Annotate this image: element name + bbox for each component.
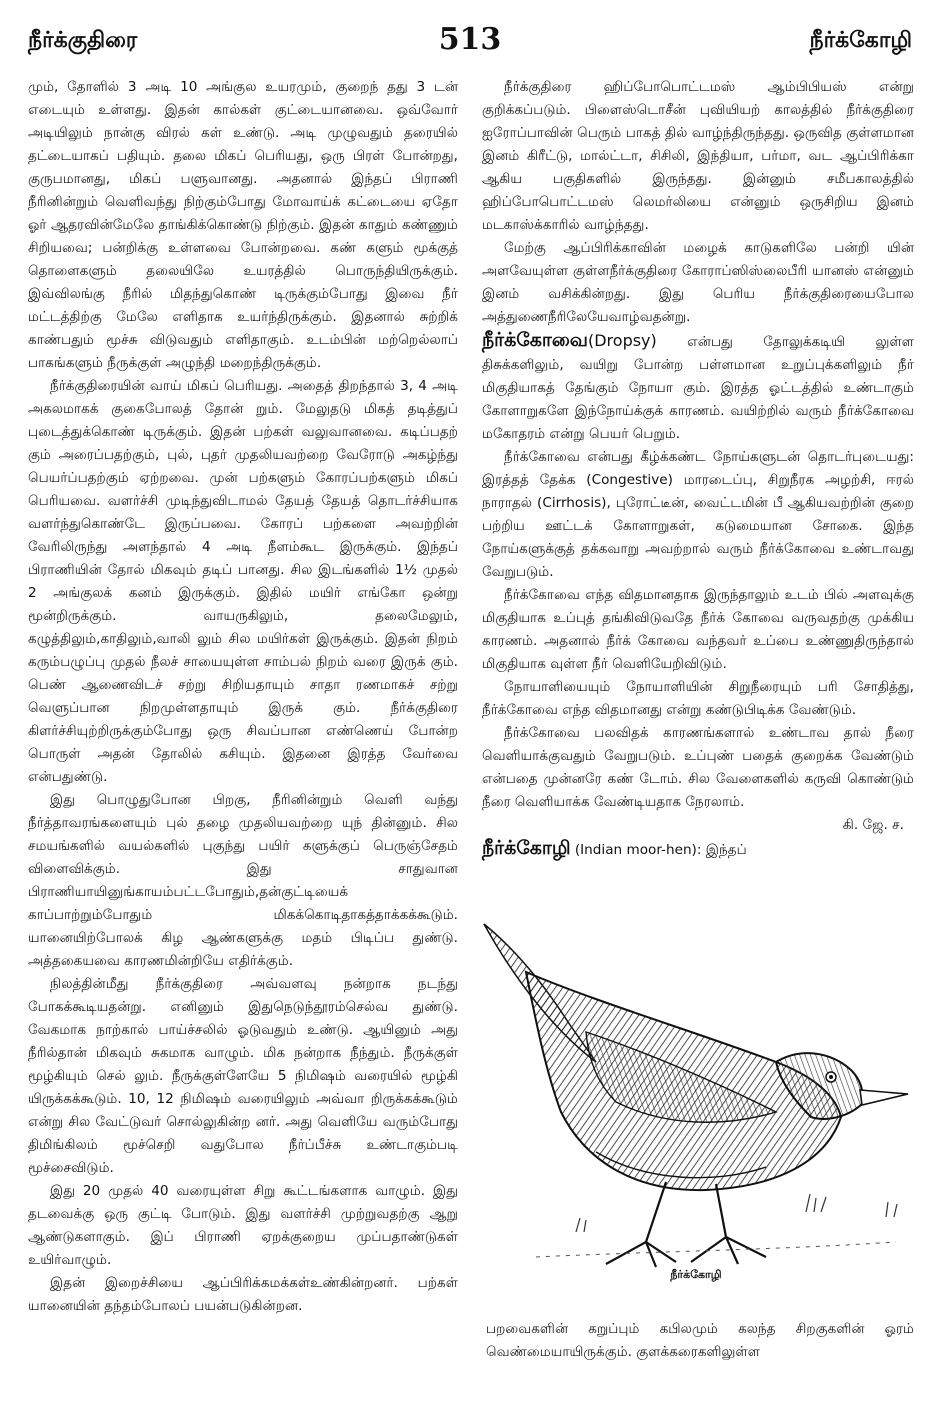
moorhen-entry <box>482 837 914 862</box>
entry-text: இந்தப் <box>705 842 747 858</box>
right-column-bottom <box>486 1318 914 1364</box>
page-number: 513 <box>438 22 502 57</box>
paragraph: நீர்க்குதிரையின் வாய் மிகப் பெரியது. அதைத் திறந்தால் 3, 4 அடி அகலமாகக் குகைபோலத் தோன் றும். மேலுதடு மிகத் தடித்துப் புடைத்துக்கொண் டிருக்கும். இதன் பற்கள் வலுவானவை. கடிப்பதற் கும் அரைப்பதற்கும், புல், புதர் முதலியவற்றை வேரோடு அகழ்ந்து பெயர்ப்பதற்கும் ஏற்றவை. முன் பற்களும் கோரப்பற்களும் மிகப் பெரியவை. வளர்ச்சி முடிந்துவிடாமல் தேயத் தேயத் தொடர்ச்சியாக வளர்ந்துகொண்டே இருப்பவை. கோரப் பற்களை அவற்றின் வேரிலிருந்து அளந்தால் 4 அடி நீளம்கூட இருக்கும். இந்தப் பிராணியின் தோல் மிகவும் தடிப் பானது. சில இடங்களில் 1½ முதல் 2 அங்குலக் கனம் இருக்கும். இதில் மயிர் எங்கோ ஒன்று மூன்றிருக்கும். வாயருகிலும், தலைமேலும், கழுத்திலும்,காதிலும்,வாலி லும் சில மயிர்கள் இருக்கும். இதன் நிறம் கரும்பழுப்பு முதல் நீலச் சாயையுள்ள சாம்பல் நிறம் வரை இருக் கும். பெண் ஆணைவிடச் சற்று சிறியதாயும் சாதா ரணமாகச் சற்று வெளுப்பான நிறமுள்ளதாயும் இருக் கும். நீர்க்குதிரை கிளர்ச்சியுற்றிருக்கும்போது ஒரு சிவப்பான எண்ணெய் போன்ற பொருள் அதன் தோலில் கசியும். இதனை இரத்த வேர்வை என்பதுண்டு. <box>28 378 458 785</box>
figure-caption: நீர்க்கோழி <box>670 1268 722 1281</box>
paragraph: நீர்க்கோவை எந்த விதமானதாக இருந்தாலும் உடம் பில் அளவுக்கு மிகுதியாக உப்புத் தங்கிவிடுவதே நீர்க் கோவை வருவதற்கு முக்கிய காரணம். அதனால் நீர்க் கோவை வந்தவர் உப்பை உண்ணுதிருந்தால் மிகுதியாக வுள்ள நீர் வெளியேறிவிடும். <box>482 587 914 672</box>
moorhen-illustration <box>476 912 916 1298</box>
right-column <box>482 76 914 862</box>
left-column <box>28 76 458 1318</box>
paragraph: இதன் இறைச்சியை ஆப்பிரிக்கமக்கள்உண்கின்றனர். பற்கள் யானையின் தந்தம்போலப் பயன்படுகின்றன. <box>28 1275 458 1314</box>
paragraph: நீர்க்குதிரை ஹிப்போபொட்டமஸ் ஆம்பிபியஸ் என்று குறிக்கப்படும். பிளைஸ்டொசீன் புவியியற் காலத்தில் நீர்க்குதிரை ஐரோப்பாவின் பெரும் பாகத் தில் வாழ்ந்திருந்தது. ஒருவித குள்ளமான இனம் கிரீட்டு, மால்ட்டா, சிசிலி, இந்தியா, பர்மா, வட ஆப்பிரிக்கா ஆகிய பகுதிகளில் இருந்தது. இன்னும் சமீபகாலத்தில் ஹிப்போபொட்டமஸ் லெமர்லியை என்னும் ஒருசிறிய இனம் மடகாஸ்க்காரில் வாழ்ந்தது. <box>482 79 914 233</box>
entry-title-dropsy: நீர்க்கோவை <box>482 329 588 351</box>
entry-title-moorhen: நீர்க்கோழி <box>482 837 571 859</box>
running-head-left: நீர்க்குதிரை <box>28 28 138 53</box>
page-header <box>20 22 920 62</box>
running-head-right: நீர்க்கோழி <box>809 28 912 53</box>
paragraph: நீர்க்கோவை பலவிதக் காரணங்களால் உண்டாவ தால் நீரை வெளியாக்குவதும் வேறுபடும். உப்புண் பதைக் குறைக்க வேண்டும் என்பதை முன்னரே கண் டோம். சில வேளைகளில் கருவி கொண்டும் நீரை வெளியாக்க வேண்டியதாக நேரலாம். <box>482 725 914 810</box>
bird-drawing <box>476 912 916 1272</box>
entry-english-dropsy: (Dropsy) <box>587 331 657 350</box>
entry-text: என்பது தோலுக்கடியி லுள்ள திசுக்களிலும், வயிறு போன்ற பள்ளமான உறுப்புக்களிலும் நீர் மிகுதியாகத் தேங்கும் நோயா கும். இரத்த ஓட்டத்தில் உண்டாகும் கோளாறுகளே இந்நோய்க்குக் காரணம். வயிற்றில் வரும் நீர்க்கோவை மகோதரம் என்று பெயர் பெறும். <box>482 334 914 442</box>
entry-english-moorhen: (Indian moor-hen): <box>574 842 702 858</box>
paragraph: நீர்க்கோவை என்பது கீழ்க்கண்ட நோய்களுடன் தொடர்புடையது: இரத்தத் தேக்க (Congestive) மாரடைப்பு, சிறுநீரக அழற்சி, ஈரல் நாராதல் (Cirrhosis), புரோட்டீன், வைட்டமின் பீ ஆகியவற்றின் குறை பற்றிய ஊட்டக் கோளாறுகள், கடுமையான சோகை. இந்த நோய்களுக்குத் தக்கவாறு அவற்றால் வரும் நீர்க்கோவை உண்டாவது வேறுபடும். <box>482 449 914 580</box>
author-signature: கி. ஜே. ச. <box>842 817 904 833</box>
paragraph: நிலத்தின்மீது நீர்க்குதிரை அவ்வளவு நன்றாக நடந்து போகக்கூடியதன்று. எனினும் இதுநெடுந்தூரம்செல்வ துண்டு. வேகமாக நாற்கால் பாய்ச்சலில் ஓடுவதும் உண்டு. ஆயினும் அது நீரில்தான் மிகவும் சுகமாக வாழும். மிக நன்றாக நீந்தும். நீருக்குள் மூழ்கியும் செல் லும். நீருக்குள்ளேயே 5 நிமிஷம் வரையில் மூழ்கி யிருக்கக்கூடும். 10, 12 நிமிஷம் வரையிலும் அவ்வா றிருக்கக்கூடும் என்று சில வேட்டுவர் சொல்லுகின்ற னர். அது வெளியே வரும்போது திமிங்கிலம் மூச்செறி வதுபோல நீர்ப்பீச்சு உண்டாகும்படி மூச்சைவிடும். <box>28 976 458 1176</box>
paragraph: பறவைகளின் கறுப்பும் கபிலமும் கலந்த சிறகுகளின் ஓரம் வெண்மையாயிருக்கும். குளக்கரைகளிலுள்ள <box>486 1321 914 1360</box>
dropsy-entry <box>482 329 914 446</box>
paragraph: நோயாளியையும் நோயாளியின் சிறுநீரையும் பரி சோதித்து, நீர்க்கோவை எந்த விதமானது என்று கண்டுபிடிக்க வேண்டும். <box>482 679 914 718</box>
paragraph: மேற்கு ஆப்பிரிக்காவின் மழைக் காடுகளிலே பன்றி யின் அளவேயுள்ள குள்ளநீர்க்குதிரை கோராப்ஸிஸ்லைபீரி யானஸ் என்னும் இனம் வசிக்கின்றது. இது பெரிய நீர்க்குதிரையைபோல அத்துணைநீரிலேயேவாழ்வதன்று. <box>482 240 914 325</box>
paragraph: இது பொழுதுபோன பிறகு, நீரினின்றும் வெளி வந்து நீர்த்தாவரங்களையும் புல் தழை முதலியவற்றை யுந் தின்னும். சில சமயங்களில் வயல்களில் புகுந்து பயிர் களுக்குப் பெருஞ்சேதம் விளைவிக்கும். இது சாதுவான பிராணியாயினுங்காயம்பட்டபோதும்,தன்குட்டியைக் காப்பாற்றும்போதும் மிகக்கொடிதாகத்தாக்கக்கூடும். யானையிற்போலக் கிழ ஆண்களுக்கு மதம் பிடிப்ப துண்டு. அத்தகையவை காரணமின்றியே எதிர்க்கும். <box>28 792 458 969</box>
paragraph: மும், தோளில் 3 அடி 10 அங்குல உயரமும், குறைந் தது 3 டன் எடையும் உள்ளது. இதன் கால்கள் குட்டையானவை. ஒவ்வோர் அடியிலும் நான்கு விரல் கள் உண்டு. அடி முழுவதும் தரையில் தட்டையாகப் பதியும். தலை மிகப் பெரியது, ஒரு பிரள் போன்றது, குருபமானது, மிகப் பளுவானது. அதனால் இந்தப் பிராணி நீரினின்றும் வெளிவந்து நிற்கும்போது மோவாய்க் கட்டையை ஏதோ ஓர் ஆதரவின்மேலே தாங்கிக்கொண்டு நிற்கும். இதன் காதும் கண்ணும் சிறியவை; பன்றிக்கு உள்ளவை போன்றவை. கண் களும் மூக்குத் தொளைகளும் தலையிலே உயரத்தில் பொருந்தியிருக்கும். இவ்விலங்கு நீரில் மிதந்துகொண் டிருக்கும்போது இவை நீர் மட்டத்திற்கு மேலே எளிதாக உயர்ந்திருக்கும். இதனால் சுற்றிக் காண்பதும் மூச்சு விடுவதும் எளிதாகும். உடம்பின் மற்றெல்லாப் பாகங்களும் நீருக்குள் அழுந்தி மறைந்திருக்கும். <box>28 79 458 371</box>
paragraph: இது 20 முதல் 40 வரையுள்ள சிறு கூட்டங்களாக வாழும். இது தடவைக்கு ஒரு குட்டி போடும். இது வளர்ச்சி முற்றுவதற்கு ஆறு ஆண்டுகளாகும். இப் பிராணி ஏறக்குறைய முப்பதாண்டுகள் உயிர்வாழும். <box>28 1183 458 1268</box>
